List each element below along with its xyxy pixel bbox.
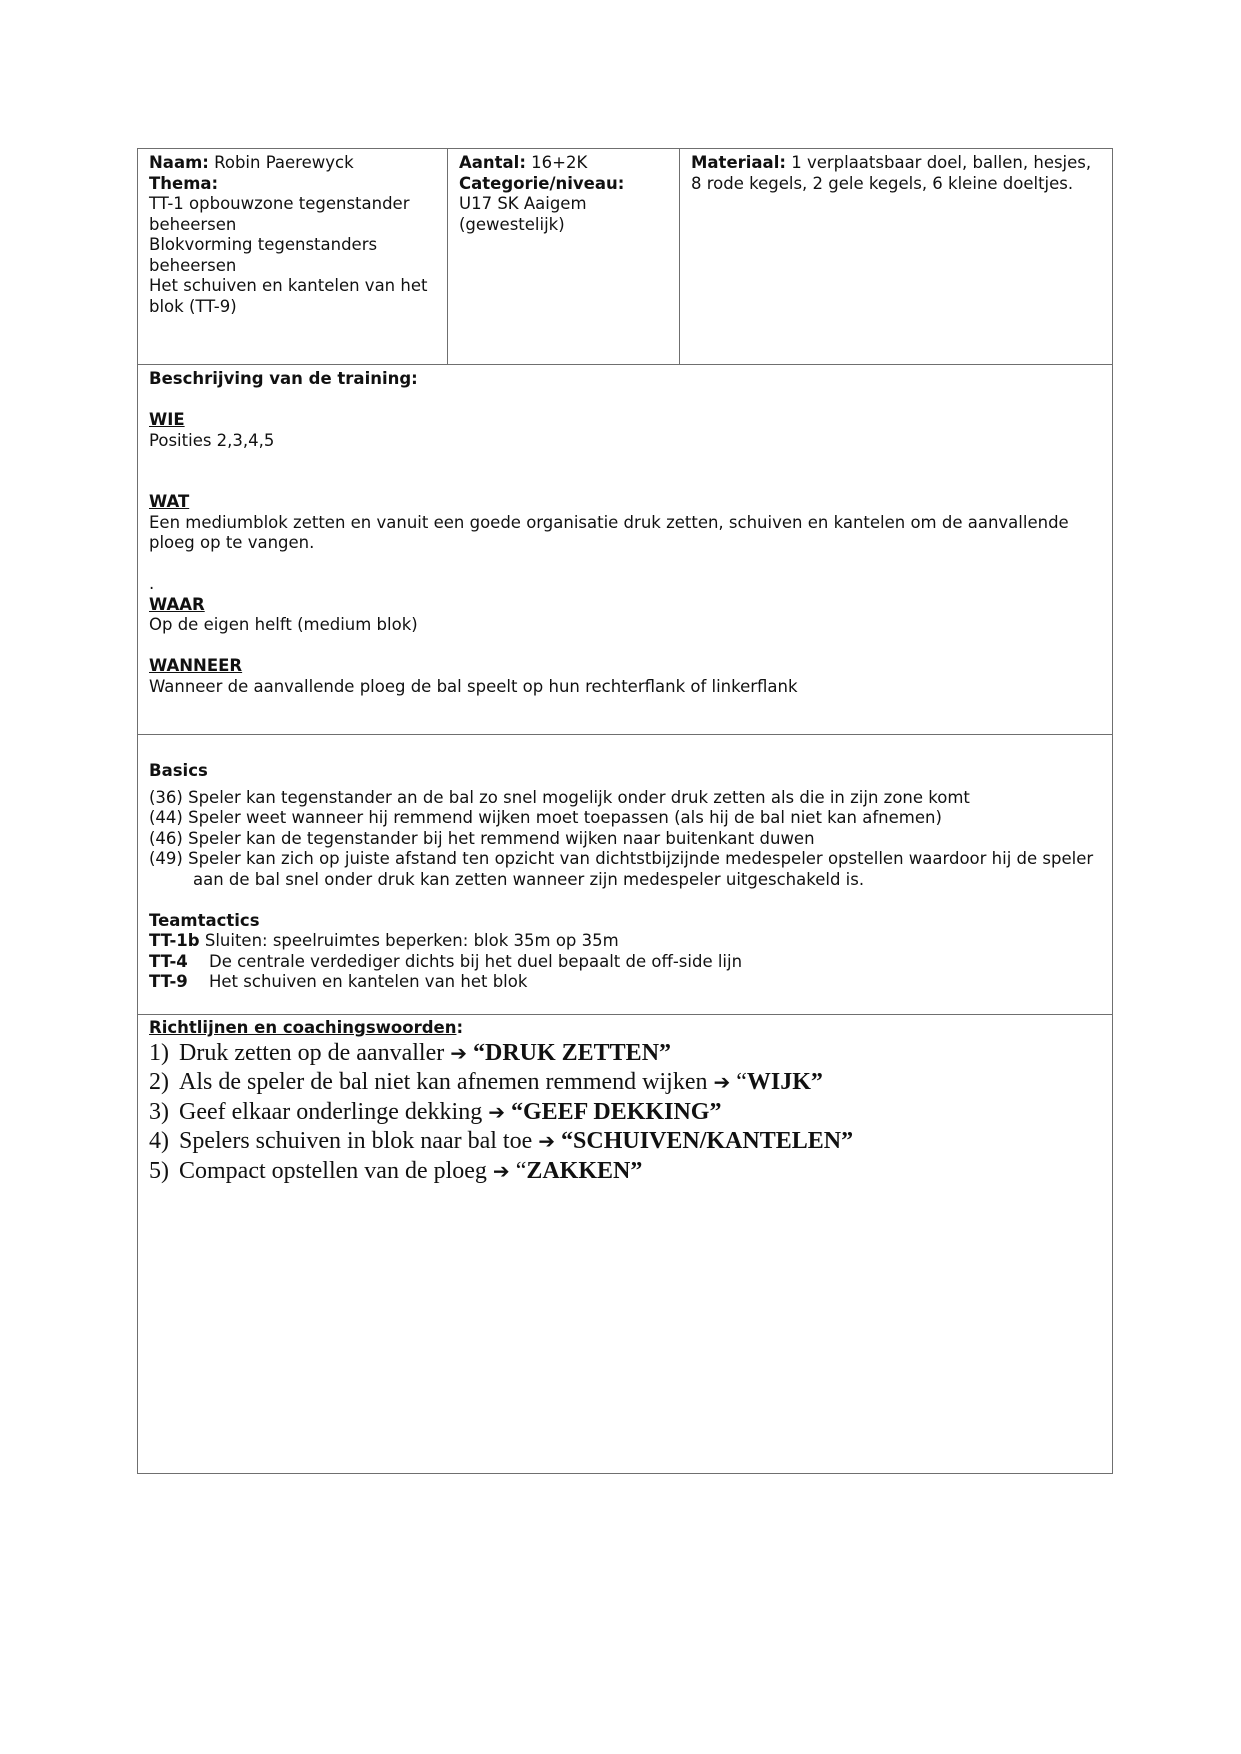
categorie-line: (gewestelijk)	[459, 214, 565, 234]
coaching-item-text: Spelers schuiven in blok naar bal toe	[179, 1128, 533, 1154]
basics-item: (49) Speler kan zich op juiste afstand ten opzicht van dichtstbijzijnde medespeler opstellen waardoor hij de speler aan de bal snel onder druk kan zetten wanneer zijn medespeler uitgeschakeld is.	[149, 849, 1094, 889]
naam-value: Robin Paerewyck	[208, 153, 354, 172]
teamtactic-code: TT-4	[149, 951, 188, 971]
coaching-close-quote: ”	[841, 1128, 854, 1154]
coaching-list	[149, 1039, 1101, 1187]
coaching-open-quote: “	[510, 1098, 523, 1125]
categorie-label: Categorie/niveau:	[459, 173, 625, 193]
arrow-right-icon: ➔	[488, 1099, 505, 1124]
coaching-item-text: Geef elkaar onderlinge dekking	[179, 1098, 483, 1125]
coaching-item-number: 5)	[149, 1157, 169, 1184]
teamtactic-item	[149, 952, 1101, 973]
teamtactic-text: Sluiten: speelruimtes beperken: blok 35m op 35m	[199, 931, 619, 950]
teamtactics-heading: Teamtactics	[149, 910, 260, 930]
basics-item: (36) Speler kan tegenstander an de bal zo snel mogelijk onder druk zetten als die in zijn zone komt	[149, 787, 970, 807]
materiaal-label: Materiaal:	[691, 153, 786, 172]
arrow-right-icon: ➔	[538, 1129, 556, 1153]
teamtactic-code: TT-9	[149, 972, 188, 991]
coaching-close-quote: ”	[630, 1157, 643, 1184]
wie-label: WIE	[149, 410, 185, 429]
wat-label: WAT	[149, 492, 190, 511]
coaching-open-quote: “	[561, 1128, 574, 1154]
wanneer-text: Wanneer de aanvallende ploeg de bal speelt op hun rechterflank of linkerflank	[149, 676, 798, 696]
coaching-item-text: Compact opstellen van de ploeg	[179, 1157, 487, 1184]
naam-line	[149, 153, 436, 174]
description-heading: Beschrijving van de training:	[149, 369, 418, 388]
arrow-right-icon: ➔	[450, 1040, 467, 1065]
teamtactic-code: TT-1b	[149, 931, 200, 950]
coaching-open-quote: “	[472, 1039, 485, 1066]
coaching-heading: Richtlijnen en coachingswoorden	[149, 1018, 457, 1037]
coaching-item	[149, 1098, 1101, 1128]
arrow-right-icon: ➔	[492, 1158, 510, 1183]
teamtactic-item	[149, 972, 1101, 993]
materiaal-cell	[680, 149, 1112, 364]
description-row	[138, 365, 1112, 735]
coaching-close-quote: ”	[709, 1098, 722, 1125]
coaching-open-quote: “	[515, 1157, 527, 1184]
thema-line: TT-1 opbouwzone tegenstander	[149, 194, 410, 213]
aantal-line	[459, 153, 668, 174]
coaching-item-number: 4)	[149, 1128, 169, 1154]
coaching-word: DRUK ZETTEN	[484, 1039, 660, 1066]
coaching-word: GEEF DEKKING	[522, 1098, 710, 1125]
header-row	[138, 149, 1112, 365]
arrow-right-icon: ➔	[713, 1070, 731, 1094]
thema-label: Thema:	[149, 173, 219, 193]
thema-line: beheersen	[149, 255, 237, 275]
coaching-close-quote: ”	[810, 1069, 823, 1095]
thema-line: blok (TT-9)	[149, 296, 237, 316]
coaching-item-text: Als de speler de bal niet kan afnemen remmend wijken	[179, 1069, 708, 1095]
thema-line: Blokvorming tegenstanders	[149, 235, 378, 254]
materiaal-value: 1 verplaatsbaar doel, ballen, hesjes, 8 rode kegels, 2 gele kegels, 6 kleine doeltjes.	[691, 153, 1092, 193]
coaching-word: ZAKKEN	[526, 1157, 631, 1184]
coaching-item	[149, 1068, 1101, 1098]
coaching-word: WIJK	[746, 1069, 811, 1095]
teamtactic-text: Het schuiven en kantelen van het blok	[209, 972, 528, 991]
coaching-item-number: 2)	[149, 1069, 169, 1095]
teamtactic-text: De centrale verdediger dichts bij het duel bepaalt de off-side lijn	[209, 951, 743, 971]
wat-text: Een mediumblok zetten en vanuit een goede organisatie druk zetten, schuiven en kantelen om de aanvallende ploeg op te vangen.	[149, 512, 1069, 552]
waar-text: Op de eigen helft (medium blok)	[149, 615, 418, 634]
basics-row	[138, 735, 1112, 1015]
wie-text: Posities 2,3,4,5	[149, 430, 275, 450]
coaching-item	[149, 1127, 1101, 1157]
wanneer-label: WANNEER	[149, 656, 243, 675]
coaching-item-text: Druk zetten op de aanvaller	[179, 1039, 445, 1066]
thema-line: Het schuiven en kantelen van het	[149, 276, 428, 295]
coaching-heading-line	[149, 1018, 1101, 1039]
coaching-word: SCHUIVEN/KANTELEN	[573, 1128, 842, 1154]
coaching-open-quote: “	[736, 1069, 747, 1095]
thema-line: beheersen	[149, 214, 237, 234]
teamtactic-item	[149, 931, 1101, 952]
aantal-label: Aantal:	[459, 153, 526, 172]
coaching-item	[149, 1039, 1101, 1069]
stray-dot: .	[149, 574, 155, 593]
coaching-item-number: 3)	[149, 1098, 169, 1125]
coaching-item	[149, 1157, 1101, 1187]
coaching-item-number: 1)	[149, 1039, 169, 1066]
coaching-row	[138, 1015, 1112, 1473]
categorie-line: U17 SK Aaigem	[459, 194, 587, 213]
coaching-close-quote: ”	[659, 1039, 672, 1066]
materiaal-text	[691, 153, 1101, 194]
coaching-heading-colon: :	[456, 1018, 464, 1037]
naam-label: Naam:	[149, 153, 209, 172]
training-form	[137, 148, 1113, 1474]
aantal-value: 16+2K	[525, 153, 588, 172]
basics-item: (44) Speler weet wanneer hij remmend wijken moet toepassen (als hij de bal niet kan afnemen)	[149, 808, 942, 827]
basics-item: (46) Speler kan de tegenstander bij het remmend wijken naar buitenkant duwen	[149, 828, 815, 848]
aantal-categorie-cell	[448, 149, 680, 364]
naam-thema-cell	[138, 149, 448, 364]
waar-label: WAAR	[149, 594, 205, 614]
basics-heading: Basics	[149, 761, 208, 780]
